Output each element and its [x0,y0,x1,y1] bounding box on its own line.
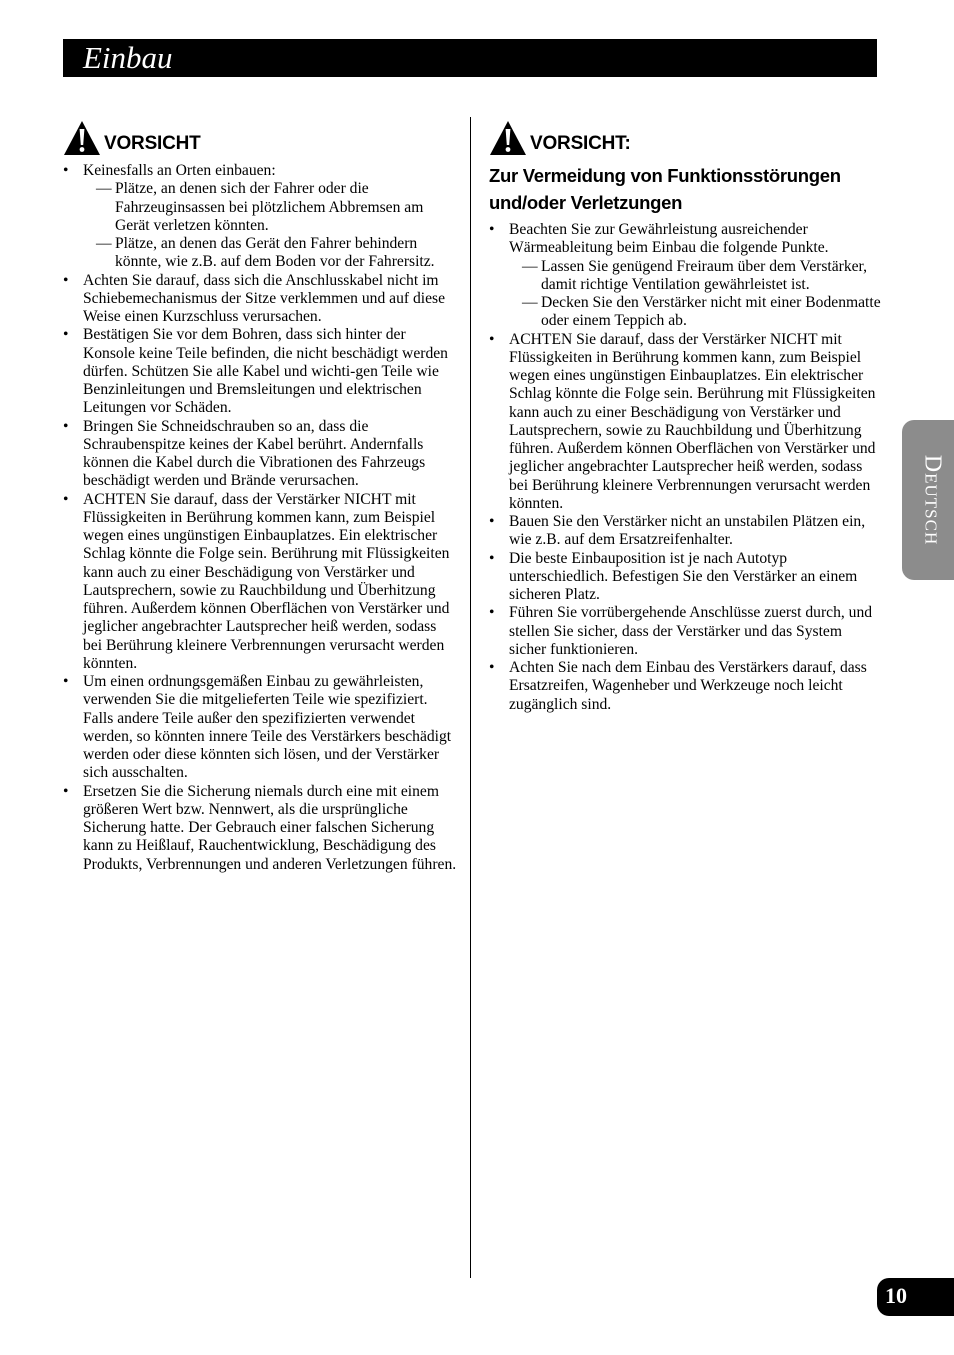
list-item: • Ersetzen Sie die Sicherung niemals durch eine mit einem größeren Wert bzw. Nennwert, als die ursprüngliche Sicherung hatte. Der Gebrauch einer falschen Sicherung kann zu Heißlauf, Rauchentwicklung, Beschädigung des Produkts, Verbrennungen und anderen Verletzungen führen. [63,783,458,874]
caution-label: VORSICHT: [530,133,631,154]
list-item: • Um einen ordnungsgemäßen Einbau zu gewährleisten, verwenden Sie die mitgelieferten Teile wie spezifiziert. Falls andere Teile außer den spezifizierten verwendet werden, so könnten innere Teile des Verstärkers beschädigt werden oder diese könnten sich lösen, und der Verstärker sich ausschalten. [63,673,458,783]
caution-label: VORSICHT [104,133,201,154]
page-number: 10 [885,1283,907,1308]
right-column [489,118,881,714]
list-item: • Achten Sie darauf, dass sich die Anschlusskabel nicht im Schiebemechanismus der Sitze verklemmen und auf diese Weise einen Kurzschluss verursachen. [63,272,458,327]
caution-list [63,162,458,874]
language-tab-text: Deutsch [919,454,946,546]
section-subheading: Zur Vermeidung von Funktionsstörungen und/oder Verletzungen [489,165,841,213]
list-item: • ACHTEN Sie darauf, dass der Verstärker NICHT mit Flüssigkeiten in Berührung kommen kann, zum Beispiel wegen eines ungünstigen Einbauplatzes. Ein elektrischer Schlag könnte die Folge sein. Berührung mit Flüssigkeiten kann auch zu einer Beschädigung von Verstärker und Lautsprechern, sowie zu Rauchbildung und Überhitzung führen. Außerdem können Oberflächen von Verstärker und jeglicher angebrachter Lautsprecher heiß werden, sodass bei Berührung kleinere Verbrennungen verursacht werden könnten. [63,491,458,674]
list-item: • ACHTEN Sie darauf, dass der Verstärker NICHT mit Flüssigkeiten in Berührung kommen kann, zum Beispiel wegen eines ungünstigen Einbauplatzes. Ein elektrischer Schlag könnte die Folge sein. Berührung mit Flüssigkeiten kann auch zu einer Beschädigung von Verstärker und Lautsprechern, sowie zu Rauchbildung und Überhitzung führen. Außerdem können Oberflächen von Verstärker und jeglicher angebrachter Lautsprecher heiß werden, sodass bei Berührung kleinere Verbrennungen verursacht werden könnten. [489,331,881,514]
list-item: • Die beste Einbauposition ist je nach Autotyp unterschiedlich. Befestigen Sie den Verstärker an einem sicheren Platz. [489,550,881,605]
sub-list-item: — Lassen Sie genügend Freiraum über dem Verstärker, damit richtige Ventilation gewährleistet ist. [509,258,881,295]
list-item: • Bringen Sie Schneidschrauben so an, dass die Schraubenspitze keines der Kabel berührt. Andernfalls können die Kabel durch die Vibrationen des Fahrzeugs beschädigt werden und Brände verursachen. [63,418,458,491]
page-title: Einbau [83,40,173,75]
section-header-bar [63,39,877,77]
warning-icon [63,120,101,156]
list-item: • Achten Sie nach dem Einbau des Verstärkers darauf, dass Ersatzreifen, Wagenheber und Werkzeuge noch leicht zugänglich sind. [489,659,881,714]
sub-list [83,180,458,271]
list-item: • Bestätigen Sie vor dem Bohren, dass sich hinter der Konsole keine Teile befinden, die nicht beschädigt werden dürfen. Schützen Sie alle Kabel und wichti-gen Teile wie Benzinleitungen und Bremsleitungen und elektrischen Leitungen vor Schäden. [63,326,458,417]
caution-heading [63,118,458,156]
list-item: • Führen Sie vorrübergehende Anschlüsse zuerst durch, und stellen Sie sicher, dass der Verstärker und das System sicher funktionieren. [489,604,881,659]
warning-icon [489,120,527,156]
page-number-badge [877,1278,954,1316]
list-item-text: Keinesfalls an Orten einbauen: [83,162,276,179]
list-item [489,221,881,331]
sub-list-item: — Plätze, an denen sich der Fahrer oder die Fahrzeuginsassen bei plötzlichem Abbremsen am Gerät verletzen könnten. [83,180,458,235]
caution-list [489,221,881,714]
left-column [63,118,458,874]
language-tab [902,420,954,580]
sub-list-item: — Decken Sie den Verstärker nicht mit einer Bodenmatte oder einem Teppich ab. [509,294,881,331]
list-item: • Bauen Sie den Verstärker nicht an unstabilen Plätzen ein, wie z.B. auf dem Ersatzreifenhalter. [489,513,881,550]
language-tab-label [919,455,946,545]
list-item-text: Beachten Sie zur Gewährleistung ausreichender Wärmeableitung beim Einbau die folgende Punkte. [509,221,829,257]
sub-list [509,258,881,331]
list-item [63,162,458,272]
caution-heading [489,118,881,156]
column-divider [470,117,471,1278]
sub-list-item: — Plätze, an denen das Gerät den Fahrer behindern könnte, wie z.B. auf dem Boden vor der Fahrersitz. [83,235,458,272]
